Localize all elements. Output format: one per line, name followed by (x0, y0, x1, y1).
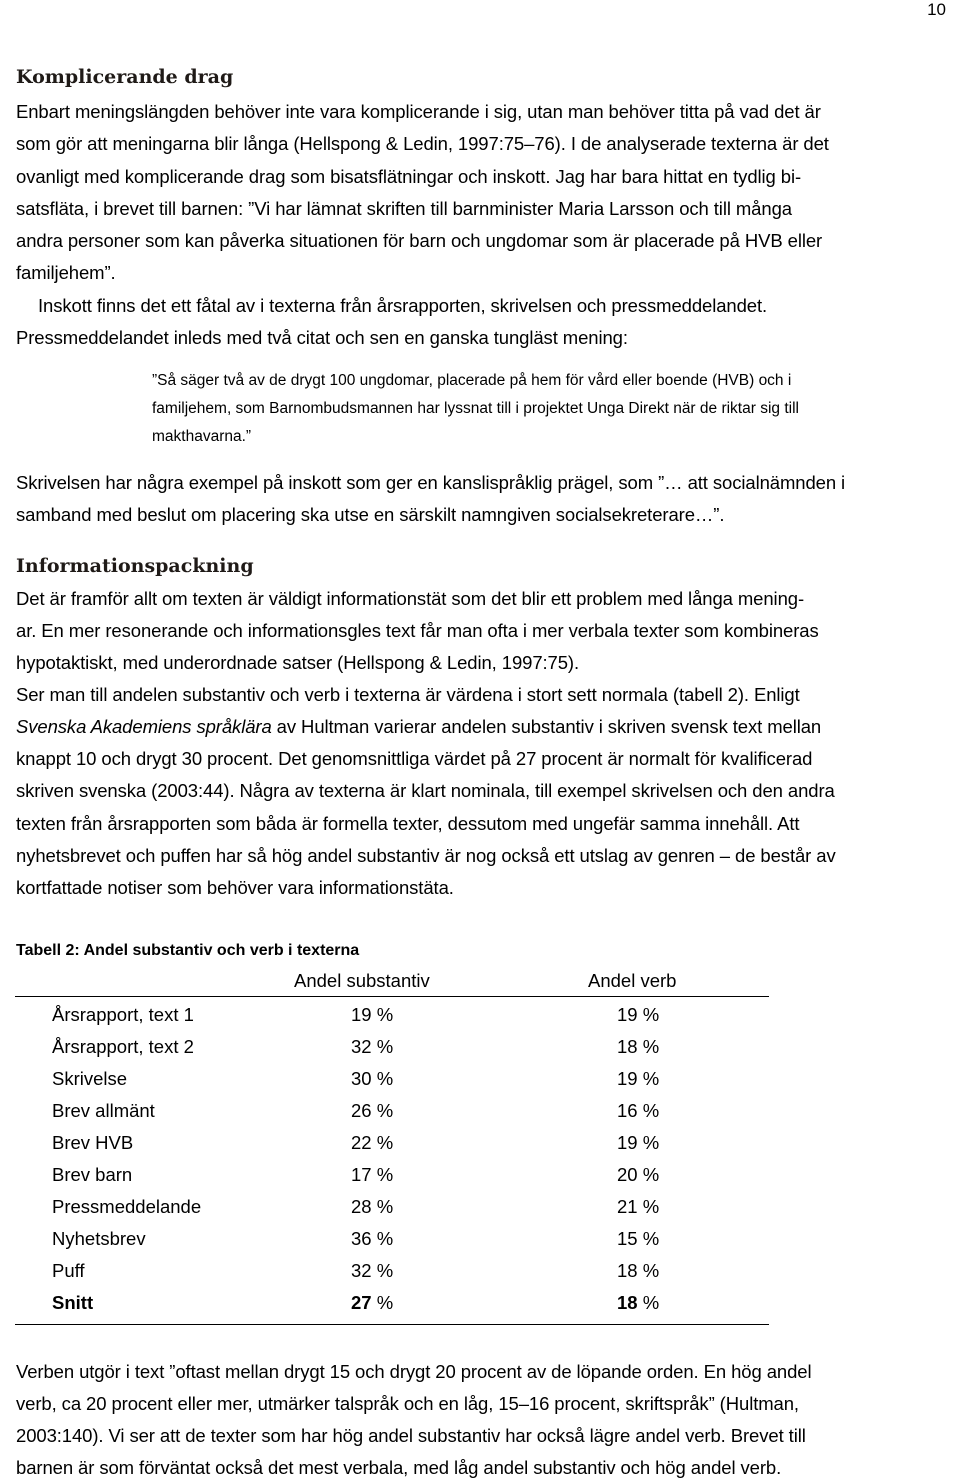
paragraph-line: nyhetsbrevet och puffen har så hög andel substantiv är nog också ett utslag av genren – de består av (16, 845, 836, 866)
paragraph-line: skriven svenska (2003:44). Några av texterna är klart nominala, till exempel skrivelsen och den andra (16, 780, 835, 801)
total-unit: % (371, 1292, 394, 1313)
table-cell-text-name: Brev barn (52, 1164, 133, 1185)
table-row (0, 1260, 960, 1292)
table-cell-text-name: Pressmeddelande (52, 1196, 202, 1217)
paragraph-line: verb, ca 20 procent eller mer, utmärker talspråk och en låg, 15–16 procent, skriftspråk” (Hultman, (16, 1393, 799, 1414)
paragraph-line: 2003:140). Vi ser att de texter som har hög andel substantiv har också lägre andel verb. Brevet till (16, 1425, 806, 1446)
table-header-rule (15, 996, 769, 997)
table-row (0, 1100, 960, 1132)
table-cell-verb: 20 % (617, 1164, 660, 1185)
paragraph-line (16, 165, 801, 189)
block-quote-line: ”Så säger två av de drygt 100 ungdomar, placerade på hem för vård eller boende (HVB) och i (152, 372, 792, 389)
page-number: 10 (927, 0, 946, 19)
total-verb-number: 18 (617, 1292, 638, 1313)
section-heading-informationspackning: Informationspackning (16, 555, 254, 577)
total-unit: % (637, 1292, 660, 1313)
paragraph-line-part: Jag har bara hittat en tydlig bi- (555, 166, 802, 187)
table-cell-verb: 19 % (617, 1132, 660, 1153)
table-cell-substantiv: 36 % (351, 1228, 394, 1249)
table-header-verb: Andel verb (588, 970, 677, 991)
table-cell-text-name: Brev HVB (52, 1132, 134, 1153)
table-cell-substantiv: 30 % (351, 1068, 394, 1089)
table-cell-text-name: Årsrapport, text 1 (52, 1004, 194, 1025)
table-row (0, 1068, 960, 1100)
table-row (0, 1228, 960, 1260)
table-cell-text-name: Brev allmänt (52, 1100, 155, 1121)
table-bottom-rule (15, 1324, 769, 1325)
paragraph-line-part: ovanligt med komplicerande drag som bisatsflätningar och inskott. (16, 166, 551, 187)
table-cell-substantiv: 17 % (351, 1164, 394, 1185)
table-cell-verb: 18 % (617, 1260, 660, 1281)
paragraph-line: Inskott finns det ett fåtal av i texterna från årsrapporten, skrivelsen och pressmeddelandet. (38, 295, 768, 316)
table-row-total (0, 1292, 960, 1324)
table-cell-text-name: Puff (52, 1260, 85, 1281)
paragraph-line-part: av Hultman varierar andelen substantiv i skriven svensk text mellan (271, 716, 822, 737)
table-cell-substantiv: 32 % (351, 1036, 394, 1057)
table-cell-substantiv: 26 % (351, 1100, 394, 1121)
table-row (0, 1132, 960, 1164)
table-row (0, 1004, 960, 1036)
table-cell-verb: 18 % (617, 1036, 660, 1057)
table-cell-verb: 15 % (617, 1228, 660, 1249)
paragraph-line: Skrivelsen har några exempel på inskott som ger en kanslispråklig prägel, som ”… att socialnämnden i (16, 472, 846, 493)
table-cell-substantiv: 19 % (351, 1004, 394, 1025)
paragraph-line: Pressmeddelandet inleds med två citat och sen en ganska tungläst mening: (16, 327, 628, 348)
table-cell-text-name: Skrivelse (52, 1068, 128, 1089)
paragraph-line: som gör att meningarna blir långa (Hellspong & Ledin, 1997:75–76). I de analyserade texterna är det (16, 133, 829, 154)
paragraph-line: andra personer som kan påverka situationen för barn och ungdomar som är placerade på HVB eller (16, 230, 823, 251)
paragraph-line: ar. En mer resonerande och informationsgles text får man ofta i mer verbala texter som kombineras (16, 620, 819, 641)
table-cell-total-verb (617, 1292, 659, 1314)
paragraph-line (16, 715, 821, 739)
paragraph-line: Enbart meningslängden behöver inte vara komplicerande i sig, utan man behöver titta på vad det är (16, 101, 821, 122)
paragraph-line: satsfläta, i brevet till barnen: ”Vi har lämnat skriften till barnminister Maria Larsson och till många (16, 198, 792, 219)
block-quote-line: makthavarna.” (152, 428, 252, 445)
table-cell-text-name: Årsrapport, text 2 (52, 1036, 194, 1057)
paragraph-line: Verben utgör i text ”oftast mellan drygt 15 och drygt 20 procent av de löpande orden. En hög andel (16, 1361, 812, 1382)
paragraph-line: familjehem”. (16, 262, 116, 283)
paragraph-line: barnen är som förväntat också det mest verbala, med låg andel substantiv och hög andel verb. (16, 1457, 782, 1478)
paragraph-line: hypotaktiskt, med underordnade satser (Hellspong & Ledin, 1997:75). (16, 652, 580, 673)
table-row (0, 1196, 960, 1228)
table-cell-verb: 21 % (617, 1196, 660, 1217)
table-row (0, 1036, 960, 1068)
paragraph-line: Ser man till andelen substantiv och verb i texterna är värdena i stort sett normala (tabell 2). Enligt (16, 684, 800, 705)
table-cell-text-name: Nyhetsbrev (52, 1228, 146, 1249)
table-cell-substantiv: 22 % (351, 1132, 394, 1153)
table-cell-total-name: Snitt (52, 1292, 94, 1313)
table-cell-total-substantiv (351, 1292, 393, 1314)
table-cell-verb: 19 % (617, 1004, 660, 1025)
paragraph-line: samband med beslut om placering ska utse en särskilt namngiven socialsekreterare…”. (16, 504, 725, 525)
table-header-substantiv: Andel substantiv (294, 970, 430, 991)
table-title: Tabell 2: Andel substantiv och verb i texterna (16, 942, 360, 959)
table-cell-verb: 19 % (617, 1068, 660, 1089)
section-heading-komplicerande-drag: Komplicerande drag (16, 66, 234, 88)
table-cell-verb: 16 % (617, 1100, 660, 1121)
table-row (0, 1164, 960, 1196)
table-cell-substantiv: 32 % (351, 1260, 394, 1281)
table-cell-substantiv: 28 % (351, 1196, 394, 1217)
paragraph-line: kortfattade notiser som behöver vara informationstäta. (16, 877, 454, 898)
paragraph-line: knappt 10 och drygt 30 procent. Det genomsnittliga värdet på 27 procent är normalt för kvalificerad (16, 748, 813, 769)
block-quote-line: familjehem, som Barnombudsmannen har lyssnat till i projektet Unga Direkt när de riktar sig till (152, 400, 799, 417)
book-title: Svenska Akademiens språklära (16, 716, 272, 737)
paragraph-line: Det är framför allt om texten är väldigt informationstät som det blir ett problem med långa mening- (16, 588, 805, 609)
paragraph-line: texten från årsrapporten som båda är formella texter, dessutom med ungefär samma innehåll. Att (16, 813, 800, 834)
total-substantiv-number: 27 (351, 1292, 372, 1313)
